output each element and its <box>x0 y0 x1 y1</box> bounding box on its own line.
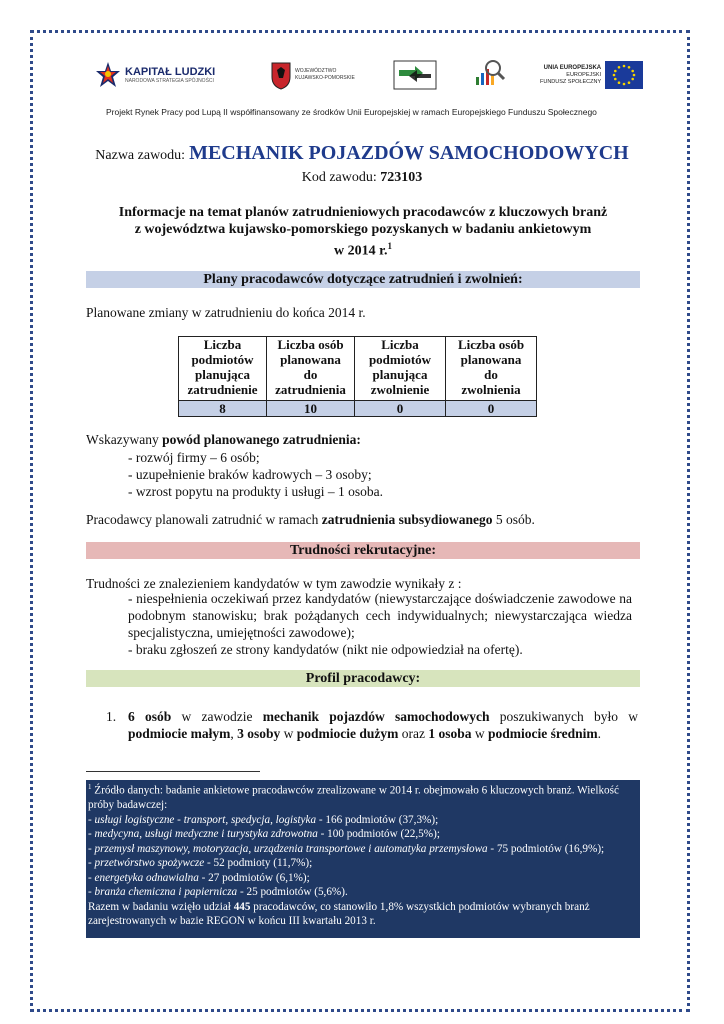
footnote-item: - usługi logistyczne - transport, spedycja, logistyka - 166 podmiotów (37,3%); <box>88 813 439 826</box>
list-item: - uzupełnienie braków kadrowych – 3 osoby; <box>128 467 372 482</box>
ue-line1: UNIA EUROPEJSKA <box>543 64 602 71</box>
table-value-cell: 8 <box>179 401 267 417</box>
list-item: - wzrost popytu na produkty i usługi – 1 osoba. <box>128 484 383 499</box>
reason-bold: powód planowanego zatrudnienia: <box>162 432 361 447</box>
logo-rynek-pracy-lupa <box>473 55 507 95</box>
job-code-value: 723103 <box>380 170 423 185</box>
wojewodztwo-line2: KUJAWSKO-POMORSKIE <box>295 75 355 81</box>
job-code <box>0 170 724 186</box>
logo-kapital-ludzki <box>95 55 215 95</box>
recruitment-intro: Trudności ze znalezieniem kandydatów w tym zawodzie wynikały z : <box>86 576 462 591</box>
footnote-item: - energetyka odnawialna - 27 podmiotów (6,1%); <box>88 871 310 884</box>
info-line2: z województwa kujawsko-pomorskiego pozyskanych w badaniu ankietowym <box>134 222 592 237</box>
footnote-box <box>86 780 640 938</box>
ue-line2: EUROPEJSKI <box>566 71 602 78</box>
job-name-label: Nazwa zawodu: <box>95 148 186 163</box>
kapital-ludzki-subtitle: NARODOWA STRATEGIA SPÓJNOŚCI <box>125 77 214 84</box>
footnote-separator <box>86 771 260 772</box>
job-name-value: MECHANIK POJAZDÓW SAMOCHODOWYCH <box>189 142 629 164</box>
wojewodztwo-line1: WOJEWÓDZTWO <box>295 68 337 74</box>
logo-unia-europejska <box>540 55 643 95</box>
table-header-cell: Liczba podmiotów planująca zatrudnienie <box>179 337 267 401</box>
recruitment-item-1: - niespełnienia oczekiwań przez kandydatów (niewystarczające doświadczenie zawodowe na podobnym stanowisku; brak pożądanych cech indywidualnych; niewystarczająca wiedza specjalistyczna, umiejętności zawodowe); <box>128 591 632 640</box>
section-profile-heading: Profil pracodawcy: <box>86 670 640 687</box>
table-value-cell: 0 <box>355 401 446 417</box>
table-value-cell: 0 <box>446 401 537 417</box>
list-item: - rozwój firmy – 6 osób; <box>128 450 260 465</box>
footnote-item: - przemysł maszynowy, motoryzacja, urządzenia transportowe i automatyka przemysłowa - 75 podmiotów (16,9%); <box>88 842 605 855</box>
employment-table <box>178 336 537 417</box>
job-code-label: Kod zawodu: <box>301 170 377 185</box>
footnote-intro: $^1$ Źródło danych: badanie ankietowe pracodawców zrealizowane w 2014 r. obejmowało 6 kluczowych branż. Wielkość próby badawczej: <box>88 783 619 812</box>
profile-number: 1. <box>106 709 117 724</box>
subsidized-line: Pracodawcy planowali zatrudnić w ramach zatrudnienia subsydiowanego 5 osób. <box>86 512 535 527</box>
kapital-ludzki-title: KAPITAŁ LUDZKI <box>125 65 216 78</box>
plans-intro: Planowane zmiany w zatrudnieniu do końca 2014 r. <box>86 305 366 320</box>
wojewodztwo-crest-icon <box>270 60 292 90</box>
table-header-cell: Liczba osób planowana do zwolnienia <box>446 337 537 401</box>
logo-wojewodztwo <box>270 55 355 95</box>
job-title <box>0 142 724 165</box>
info-line3: w 2014 r. <box>333 243 388 259</box>
footnote-item: - branża chemiczna i papiernicza - 25 podmiotów (5,6%). <box>88 886 348 899</box>
section-recruitment-heading: Trudności rekrutacyjne: <box>86 542 640 559</box>
section-plans-heading: Plany pracodawców dotyczące zatrudnień i zwolnień: <box>86 271 640 288</box>
footnote-item: - medycyna, usługi medyczne i turystyka zdrowotna - 100 podmiotów (22,5%); <box>88 828 440 841</box>
recruitment-item-2: - braku zgłoszeń ze strony kandydatów (nikt nie odpowiedział na ofertę). <box>128 642 523 657</box>
table-value-cell: 10 <box>267 401 355 417</box>
reason-list <box>128 449 383 500</box>
profile-paragraph: 1. 6 osób w zawodzie mechanik pojazdów samochodowych poszukiwanych było w podmiocie małym, 3 osoby w podmiocie dużym oraz 1 osoba w podmiocie średnim. <box>106 709 639 741</box>
info-heading <box>86 204 640 260</box>
eu-flag-icon <box>605 61 643 89</box>
table-header-cell: Liczba osób planowana do zatrudnienia <box>267 337 355 401</box>
ue-line3: FUNDUSZ SPOŁECZNY <box>540 78 602 85</box>
magnifier-logo-icon <box>473 57 507 93</box>
logo-rynek-pracy-arrows <box>393 55 437 95</box>
table-header-cell: Liczba podmiotów planująca zwolnienie <box>355 337 446 401</box>
arrows-logo-icon <box>393 60 437 90</box>
header-logos <box>95 55 655 95</box>
footnote-outro: Razem w badaniu wzięło udział 445 pracodawców, co stanowiło 1,8% wszystkich podmiotów wybranych branż zarejestrowanych w bazie REGON w końcu III kwartału 2013 r. <box>88 900 590 928</box>
reason-heading: Wskazywany powód planowanego zatrudnienia: <box>86 432 361 447</box>
info-line1: Informacje na temat planów zatrudnieniowych pracodawców z kluczowych branż <box>118 205 608 220</box>
project-line: Projekt Rynek Pracy pod Lupą II współfinansowany ze środków Unii Europejskiej w ramach Europejskiego Funduszu Społecznego <box>106 107 597 117</box>
footnote-ref: 1 <box>387 241 393 251</box>
footnote-item: - przetwórstwo spożywcze - 52 podmioty (11,7%); <box>88 857 313 870</box>
kapital-ludzki-star-icon <box>95 60 121 90</box>
